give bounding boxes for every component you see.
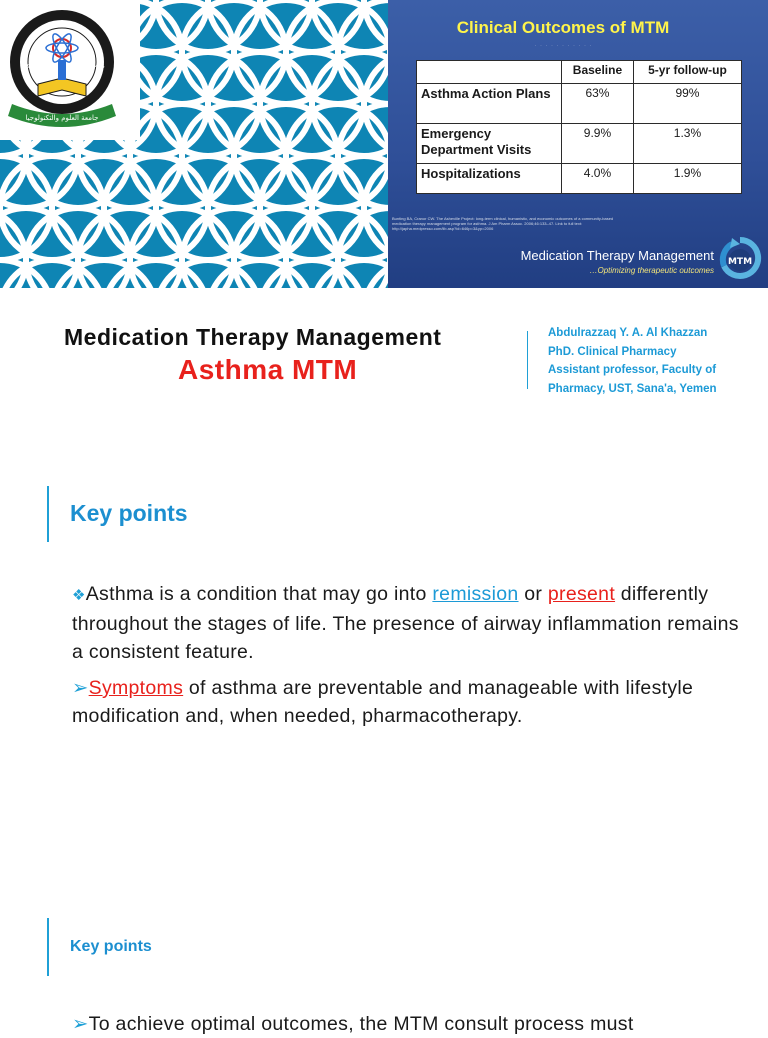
arrow-bullet-icon: ➢ xyxy=(72,1013,89,1035)
bullet-paragraph-asthma xyxy=(72,580,752,666)
svg-text:1994: 1994 xyxy=(24,64,37,70)
remission-link[interactable]: remission xyxy=(432,583,519,605)
inset-subtitle-ghost: · · · · · · · · · · · xyxy=(534,40,592,50)
present-link[interactable]: present xyxy=(547,583,616,605)
author-affiliation: Pharmacy, UST, Sana'a, Yemen xyxy=(548,382,717,395)
section-accent-bar xyxy=(47,486,49,542)
bullet-paragraph-symptoms xyxy=(72,674,752,730)
mtm-banner-text: Medication Therapy Management xyxy=(520,248,714,263)
row-value: 99% xyxy=(633,84,741,124)
header-cell-baseline: Baseline xyxy=(562,61,634,84)
mtm-logo-text: MTM xyxy=(727,257,753,267)
hero-banner xyxy=(0,0,768,288)
title-separator xyxy=(527,331,528,389)
table-header-row xyxy=(417,61,742,84)
paragraph-text: Asthma is a condition that may go into xyxy=(85,583,433,605)
row-label: Asthma Action Plans xyxy=(417,84,562,124)
outcomes-table xyxy=(416,60,742,194)
row-value: 63% xyxy=(562,84,634,124)
author-position: Assistant professor, Faculty of xyxy=(548,364,717,376)
inset-title: Clinical Outcomes of MTM xyxy=(456,18,670,37)
bullet-paragraph-partial xyxy=(72,1010,762,1038)
row-value: 1.3% xyxy=(633,124,741,164)
symptoms-link[interactable]: Symptoms xyxy=(88,677,184,699)
section-heading: Key points xyxy=(70,500,188,526)
mtm-logo-icon xyxy=(718,236,762,284)
section-accent-bar xyxy=(47,918,49,976)
row-value: 4.0% xyxy=(562,164,634,194)
svg-text:1415: 1415 xyxy=(92,64,105,70)
row-label: Emergency Department Visits xyxy=(417,124,562,164)
row-value: 9.9% xyxy=(562,124,634,164)
table-row xyxy=(417,84,742,124)
table-row xyxy=(417,164,742,194)
citation-text: Bunting BA, Cranor CW. The Asheville Project: long-term clinical, humanistic, and economic outcomes of a community-based medication therapy management program for asthma. J Am Pharm Assoc. 2006;46:133–47. Link to full text: http://japha.medpresso.com/lib.asp?id=646p=3&yp=2006 xyxy=(392,216,614,231)
author-name: Abdulrazzaq Y. A. Al Khazzan xyxy=(548,327,708,339)
author-degree: PhD. Clinical Pharmacy xyxy=(548,345,677,358)
header-cell-empty xyxy=(417,61,562,84)
header-cell-followup: 5-yr follow-up xyxy=(633,61,741,84)
row-value: 1.9% xyxy=(633,164,741,194)
presentation-title: Medication Therapy Management xyxy=(64,324,442,350)
paragraph-text: of asthma are preventable and manageable with lifestyle modification and, when needed, pharmacotherapy. xyxy=(72,677,694,727)
table-row xyxy=(417,124,742,164)
diamond-bullet-icon: ❖ xyxy=(72,587,86,604)
presentation-subtitle: Asthma MTM xyxy=(178,354,358,385)
paragraph-text: differently throughout the stages of life. The presence of airway inflammation remains a consistent feature. xyxy=(72,583,739,663)
paragraph-text: or xyxy=(518,583,548,605)
paragraph-text: To achieve optimal outcomes, the MTM consult process must xyxy=(88,1013,634,1035)
section-heading: Key points xyxy=(70,938,152,955)
university-logo xyxy=(0,0,140,140)
mtm-tagline: …Optimizing therapeutic outcomes xyxy=(589,266,714,275)
clinical-outcomes-inset xyxy=(388,0,768,288)
svg-text:جامعة العلوم والتكنولوجيا: جامعة العلوم والتكنولوجيا xyxy=(25,114,99,122)
author-info xyxy=(548,324,763,398)
row-label: Hospitalizations xyxy=(417,164,562,194)
arrow-bullet-icon: ➢ xyxy=(72,677,89,699)
